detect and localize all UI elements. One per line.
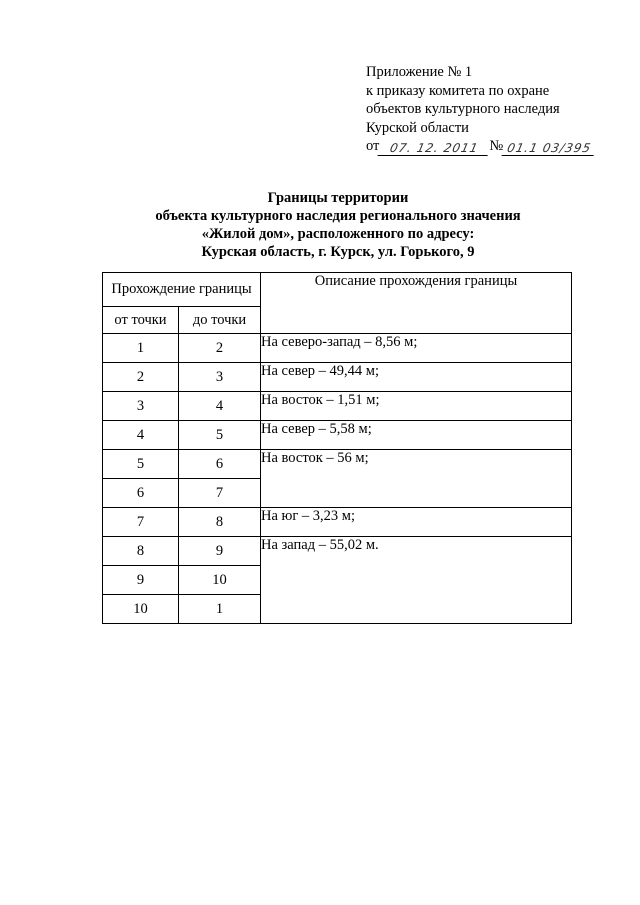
header-from-point: от точки bbox=[103, 307, 179, 334]
number-prefix: № bbox=[489, 138, 504, 154]
heading-line-3: «Жилой дом», расположенного по адресу: bbox=[201, 226, 475, 242]
cell-to: 2 bbox=[179, 334, 261, 363]
appendix-region-line: Курской области bbox=[366, 119, 469, 136]
heading-line-4: Курская область, г. Курск, ул. Горького, 9 bbox=[201, 244, 475, 260]
cell-to: 8 bbox=[179, 508, 261, 537]
heading-line-2: объекта культурного наследия регионального значения bbox=[155, 208, 521, 224]
document-heading bbox=[100, 189, 576, 261]
appendix-committee-line: объектов культурного наследия bbox=[366, 101, 560, 117]
table-row bbox=[103, 334, 572, 363]
cell-to: 7 bbox=[179, 479, 261, 508]
table-row bbox=[103, 392, 572, 421]
cell-from: 4 bbox=[103, 421, 179, 450]
cell-description: На запад – 55,02 м. bbox=[261, 537, 572, 624]
cell-description: На восток – 1,51 м; bbox=[261, 392, 572, 421]
cell-from: 9 bbox=[103, 566, 179, 595]
table-row bbox=[103, 421, 572, 450]
table-row bbox=[103, 537, 572, 566]
cell-description: На север – 49,44 м; bbox=[261, 363, 572, 392]
cell-to: 6 bbox=[179, 450, 261, 479]
cell-from: 6 bbox=[103, 479, 179, 508]
cell-to: 5 bbox=[179, 421, 261, 450]
header-to-point: до точки bbox=[179, 307, 261, 334]
cell-from: 3 bbox=[103, 392, 179, 421]
handwritten-date: 07. 12. 2011 bbox=[378, 142, 491, 156]
table-row bbox=[103, 450, 572, 479]
cell-to: 10 bbox=[179, 566, 261, 595]
cell-from: 1 bbox=[103, 334, 179, 363]
appendix-date-number-line bbox=[366, 137, 595, 156]
cell-from: 2 bbox=[103, 363, 179, 392]
header-boundary-passage: Прохождение границы bbox=[103, 273, 261, 307]
cell-description: На север – 5,58 м; bbox=[261, 421, 572, 450]
cell-from: 10 bbox=[103, 595, 179, 624]
appendix-order-line: к приказу комитета по охране bbox=[366, 82, 550, 99]
cell-from: 8 bbox=[103, 537, 179, 566]
heading-line-1: Границы территории bbox=[267, 190, 409, 206]
appendix-block bbox=[366, 63, 595, 156]
cell-from: 5 bbox=[103, 450, 179, 479]
cell-to: 3 bbox=[179, 363, 261, 392]
cell-to: 4 bbox=[179, 392, 261, 421]
cell-from: 7 bbox=[103, 508, 179, 537]
cell-to: 1 bbox=[179, 595, 261, 624]
date-prefix: от bbox=[366, 138, 380, 154]
table-row bbox=[103, 508, 572, 537]
cell-description: На юг – 3,23 м; bbox=[261, 508, 572, 537]
cell-description: На северо-запад – 8,56 м; bbox=[261, 334, 572, 363]
table-row bbox=[103, 363, 572, 392]
cell-to: 9 bbox=[179, 537, 261, 566]
boundary-table bbox=[102, 272, 572, 624]
appendix-title: Приложение № 1 bbox=[366, 64, 473, 80]
handwritten-order-number: 01.1 03/395 bbox=[502, 142, 597, 156]
cell-description: На восток – 56 м; bbox=[261, 450, 572, 508]
header-description: Описание прохождения границы bbox=[261, 273, 572, 334]
